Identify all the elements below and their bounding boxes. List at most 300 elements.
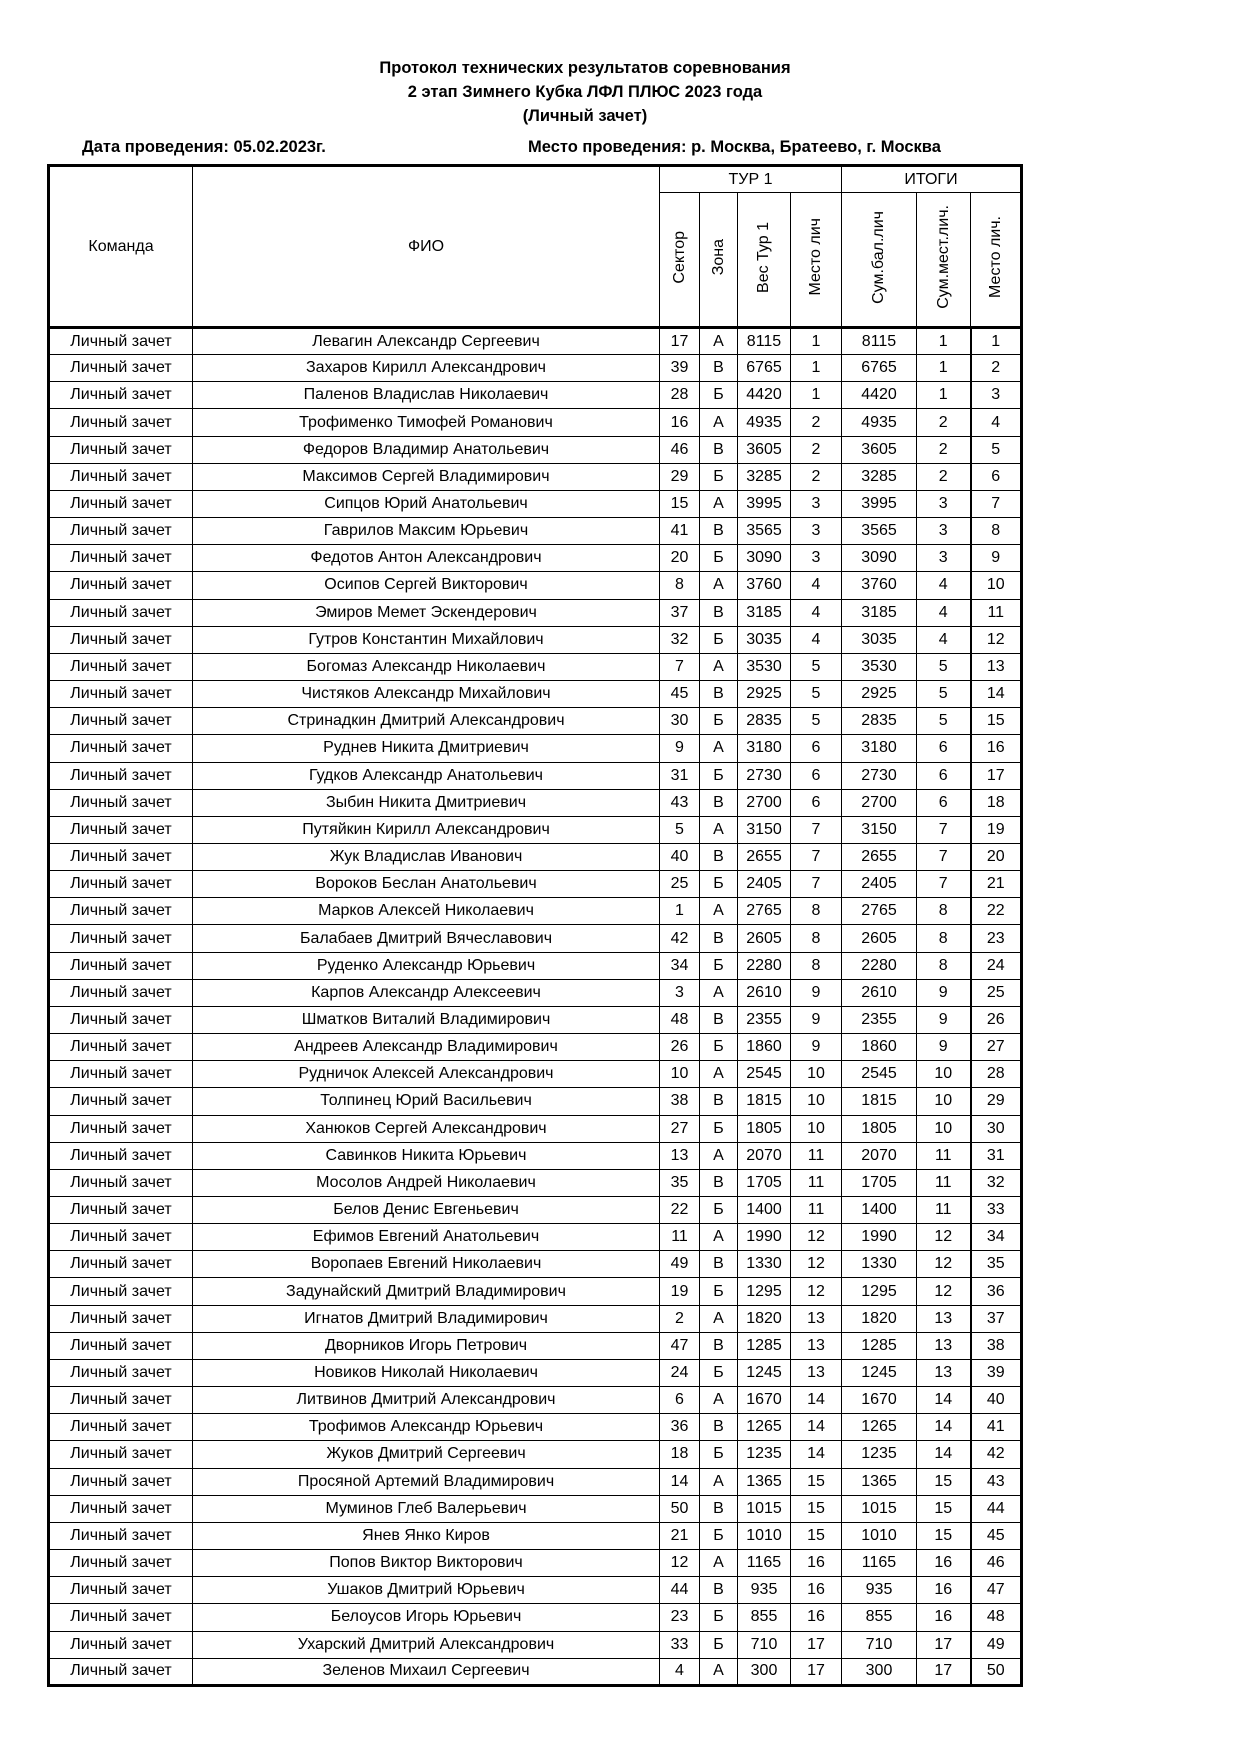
final-place-cell: 12 bbox=[971, 626, 1022, 653]
sum-points-cell: 1805 bbox=[842, 1115, 917, 1142]
fio-cell: Мосолов Андрей Николаевич bbox=[193, 1169, 660, 1196]
table-row bbox=[49, 1550, 1022, 1577]
place-personal-cell: 7 bbox=[791, 843, 842, 870]
team-cell: Личный зачет bbox=[49, 1414, 193, 1441]
sector-cell: 10 bbox=[660, 1061, 700, 1088]
sector-cell: 39 bbox=[660, 355, 700, 382]
sector-cell: 41 bbox=[660, 518, 700, 545]
weight-cell: 3530 bbox=[738, 653, 791, 680]
fio-cell: Шматков Виталий Владимирович bbox=[193, 1006, 660, 1033]
team-cell: Личный зачет bbox=[49, 1468, 193, 1495]
sum-places-cell: 3 bbox=[917, 490, 971, 517]
sum-places-cell: 13 bbox=[917, 1305, 971, 1332]
sum-points-cell: 1705 bbox=[842, 1169, 917, 1196]
fio-cell: Сипцов Юрий Анатольевич bbox=[193, 490, 660, 517]
team-cell: Личный зачет bbox=[49, 1278, 193, 1305]
place-personal-cell: 6 bbox=[791, 762, 842, 789]
table-row bbox=[49, 1006, 1022, 1033]
col-header-zone: Зона bbox=[700, 193, 738, 328]
sector-cell: 32 bbox=[660, 626, 700, 653]
sum-places-cell: 16 bbox=[917, 1550, 971, 1577]
sum-places-cell: 8 bbox=[917, 925, 971, 952]
zone-cell: Б bbox=[700, 463, 738, 490]
weight-cell: 1805 bbox=[738, 1115, 791, 1142]
sum-points-cell: 2355 bbox=[842, 1006, 917, 1033]
final-place-cell: 41 bbox=[971, 1414, 1022, 1441]
weight-cell: 2765 bbox=[738, 898, 791, 925]
zone-cell: В bbox=[700, 1332, 738, 1359]
table-row bbox=[49, 1251, 1022, 1278]
sum-places-cell: 4 bbox=[917, 599, 971, 626]
sector-cell: 36 bbox=[660, 1414, 700, 1441]
fio-cell: Трофименко Тимофей Романович bbox=[193, 409, 660, 436]
fio-cell: Рудничок Алексей Александрович bbox=[193, 1061, 660, 1088]
zone-cell: Б bbox=[700, 871, 738, 898]
zone-cell: А bbox=[700, 490, 738, 517]
team-cell: Личный зачет bbox=[49, 1034, 193, 1061]
zone-cell: В bbox=[700, 1006, 738, 1033]
zone-cell: В bbox=[700, 1414, 738, 1441]
zone-cell: А bbox=[700, 409, 738, 436]
place-personal-cell: 1 bbox=[791, 382, 842, 409]
sum-places-cell: 10 bbox=[917, 1061, 971, 1088]
fio-cell: Чистяков Александр Михайлович bbox=[193, 681, 660, 708]
sum-places-cell: 1 bbox=[917, 382, 971, 409]
team-cell: Личный зачет bbox=[49, 1115, 193, 1142]
col-header-fio: ФИО bbox=[193, 166, 660, 328]
place-personal-cell: 12 bbox=[791, 1278, 842, 1305]
sum-points-cell: 3760 bbox=[842, 572, 917, 599]
zone-cell: А bbox=[700, 1468, 738, 1495]
final-place-cell: 18 bbox=[971, 789, 1022, 816]
sum-points-cell: 1820 bbox=[842, 1305, 917, 1332]
sum-points-cell: 2765 bbox=[842, 898, 917, 925]
team-cell: Личный зачет bbox=[49, 1577, 193, 1604]
zone-cell: В bbox=[700, 1495, 738, 1522]
sector-cell: 23 bbox=[660, 1604, 700, 1631]
weight-cell: 1015 bbox=[738, 1495, 791, 1522]
weight-cell: 3760 bbox=[738, 572, 791, 599]
team-cell: Личный зачет bbox=[49, 355, 193, 382]
place-personal-cell: 15 bbox=[791, 1522, 842, 1549]
sum-points-cell: 3185 bbox=[842, 599, 917, 626]
table-row bbox=[49, 490, 1022, 517]
fio-cell: Белоусов Игорь Юрьевич bbox=[193, 1604, 660, 1631]
zone-cell: А bbox=[700, 1305, 738, 1332]
results-table bbox=[47, 164, 1023, 1687]
place-personal-cell: 2 bbox=[791, 409, 842, 436]
place-personal-cell: 8 bbox=[791, 952, 842, 979]
place-personal-cell: 8 bbox=[791, 925, 842, 952]
final-place-cell: 17 bbox=[971, 762, 1022, 789]
sum-points-cell: 1400 bbox=[842, 1197, 917, 1224]
final-place-cell: 32 bbox=[971, 1169, 1022, 1196]
table-row bbox=[49, 1142, 1022, 1169]
sum-places-cell: 11 bbox=[917, 1169, 971, 1196]
table-row bbox=[49, 1197, 1022, 1224]
sum-points-cell: 1330 bbox=[842, 1251, 917, 1278]
zone-cell: А bbox=[700, 898, 738, 925]
weight-cell: 8115 bbox=[738, 328, 791, 355]
weight-cell: 1010 bbox=[738, 1522, 791, 1549]
weight-cell: 1815 bbox=[738, 1088, 791, 1115]
final-place-cell: 26 bbox=[971, 1006, 1022, 1033]
final-place-cell: 48 bbox=[971, 1604, 1022, 1631]
team-cell: Личный зачет bbox=[49, 979, 193, 1006]
sum-points-cell: 2605 bbox=[842, 925, 917, 952]
table-row bbox=[49, 898, 1022, 925]
weight-cell: 6765 bbox=[738, 355, 791, 382]
final-place-cell: 40 bbox=[971, 1387, 1022, 1414]
fio-cell: Осипов Сергей Викторович bbox=[193, 572, 660, 599]
team-cell: Личный зачет bbox=[49, 1061, 193, 1088]
sum-points-cell: 1265 bbox=[842, 1414, 917, 1441]
sum-places-cell: 9 bbox=[917, 1006, 971, 1033]
table-row bbox=[49, 762, 1022, 789]
sector-cell: 30 bbox=[660, 708, 700, 735]
final-place-cell: 5 bbox=[971, 436, 1022, 463]
table-row bbox=[49, 518, 1022, 545]
sum-places-cell: 8 bbox=[917, 952, 971, 979]
sector-cell: 24 bbox=[660, 1359, 700, 1386]
sum-places-cell: 1 bbox=[917, 355, 971, 382]
document-title bbox=[0, 56, 1170, 128]
table-row bbox=[49, 382, 1022, 409]
fio-cell: Ушаков Дмитрий Юрьевич bbox=[193, 1577, 660, 1604]
sum-places-cell: 4 bbox=[917, 626, 971, 653]
place-personal-cell: 12 bbox=[791, 1251, 842, 1278]
sector-cell: 16 bbox=[660, 409, 700, 436]
final-place-cell: 25 bbox=[971, 979, 1022, 1006]
sum-points-cell: 710 bbox=[842, 1631, 917, 1658]
col-header-final-place: Место лич. bbox=[971, 193, 1022, 328]
zone-cell: Б bbox=[700, 545, 738, 572]
final-place-cell: 3 bbox=[971, 382, 1022, 409]
sum-places-cell: 16 bbox=[917, 1604, 971, 1631]
place-personal-cell: 14 bbox=[791, 1387, 842, 1414]
sector-cell: 35 bbox=[660, 1169, 700, 1196]
fio-cell: Стринадкин Дмитрий Александрович bbox=[193, 708, 660, 735]
fio-cell: Янев Янко Киров bbox=[193, 1522, 660, 1549]
fio-cell: Муминов Глеб Валерьевич bbox=[193, 1495, 660, 1522]
sum-points-cell: 1015 bbox=[842, 1495, 917, 1522]
sector-cell: 2 bbox=[660, 1305, 700, 1332]
event-place: Место проведения: р. Москва, Братеево, г. Москва bbox=[528, 138, 941, 156]
final-place-cell: 35 bbox=[971, 1251, 1022, 1278]
sum-places-cell: 5 bbox=[917, 708, 971, 735]
sum-points-cell: 4935 bbox=[842, 409, 917, 436]
fio-cell: Путяйкин Кирилл Александрович bbox=[193, 816, 660, 843]
sum-places-cell: 1 bbox=[917, 328, 971, 355]
fio-cell: Белов Денис Евгеньевич bbox=[193, 1197, 660, 1224]
place-personal-cell: 2 bbox=[791, 463, 842, 490]
zone-cell: В bbox=[700, 518, 738, 545]
fio-cell: Максимов Сергей Владимирович bbox=[193, 463, 660, 490]
table-row bbox=[49, 599, 1022, 626]
table-row bbox=[49, 572, 1022, 599]
sum-points-cell: 2070 bbox=[842, 1142, 917, 1169]
zone-cell: Б bbox=[700, 1359, 738, 1386]
zone-cell: Б bbox=[700, 1197, 738, 1224]
weight-cell: 4935 bbox=[738, 409, 791, 436]
final-place-cell: 7 bbox=[971, 490, 1022, 517]
table-row bbox=[49, 463, 1022, 490]
fio-cell: Ухарский Дмитрий Александрович bbox=[193, 1631, 660, 1658]
final-place-cell: 20 bbox=[971, 843, 1022, 870]
sum-points-cell: 2405 bbox=[842, 871, 917, 898]
sum-places-cell: 12 bbox=[917, 1224, 971, 1251]
team-cell: Личный зачет bbox=[49, 1006, 193, 1033]
final-place-cell: 1 bbox=[971, 328, 1022, 355]
fio-cell: Дворников Игорь Петрович bbox=[193, 1332, 660, 1359]
group-header-totals: ИТОГИ bbox=[842, 166, 1022, 193]
sum-places-cell: 11 bbox=[917, 1197, 971, 1224]
event-date: Дата проведения: 05.02.2023г. bbox=[82, 138, 326, 156]
sum-places-cell: 10 bbox=[917, 1088, 971, 1115]
fio-cell: Федоров Владимир Анатольевич bbox=[193, 436, 660, 463]
weight-cell: 3995 bbox=[738, 490, 791, 517]
zone-cell: А bbox=[700, 1387, 738, 1414]
sector-cell: 37 bbox=[660, 599, 700, 626]
place-personal-cell: 13 bbox=[791, 1332, 842, 1359]
sector-cell: 7 bbox=[660, 653, 700, 680]
sum-points-cell: 3995 bbox=[842, 490, 917, 517]
place-personal-cell: 4 bbox=[791, 626, 842, 653]
sum-places-cell: 16 bbox=[917, 1577, 971, 1604]
zone-cell: В bbox=[700, 1088, 738, 1115]
table-row bbox=[49, 1631, 1022, 1658]
sum-points-cell: 6765 bbox=[842, 355, 917, 382]
final-place-cell: 34 bbox=[971, 1224, 1022, 1251]
sum-places-cell: 14 bbox=[917, 1387, 971, 1414]
weight-cell: 1670 bbox=[738, 1387, 791, 1414]
sum-places-cell: 10 bbox=[917, 1115, 971, 1142]
fio-cell: Зеленов Михаил Сергеевич bbox=[193, 1658, 660, 1685]
weight-cell: 1705 bbox=[738, 1169, 791, 1196]
weight-cell: 1365 bbox=[738, 1468, 791, 1495]
team-cell: Личный зачет bbox=[49, 653, 193, 680]
place-personal-cell: 13 bbox=[791, 1359, 842, 1386]
final-place-cell: 23 bbox=[971, 925, 1022, 952]
place-personal-cell: 11 bbox=[791, 1197, 842, 1224]
place-personal-cell: 15 bbox=[791, 1495, 842, 1522]
team-cell: Личный зачет bbox=[49, 328, 193, 355]
final-place-cell: 16 bbox=[971, 735, 1022, 762]
zone-cell: Б bbox=[700, 708, 738, 735]
sector-cell: 44 bbox=[660, 1577, 700, 1604]
final-place-cell: 19 bbox=[971, 816, 1022, 843]
sum-places-cell: 17 bbox=[917, 1658, 971, 1685]
zone-cell: В bbox=[700, 681, 738, 708]
sum-points-cell: 2545 bbox=[842, 1061, 917, 1088]
weight-cell: 3285 bbox=[738, 463, 791, 490]
fio-cell: Ефимов Евгений Анатольевич bbox=[193, 1224, 660, 1251]
sum-points-cell: 4420 bbox=[842, 382, 917, 409]
sum-points-cell: 2835 bbox=[842, 708, 917, 735]
zone-cell: А bbox=[700, 1658, 738, 1685]
fio-cell: Воропаев Евгений Николаевич bbox=[193, 1251, 660, 1278]
place-personal-cell: 11 bbox=[791, 1169, 842, 1196]
final-place-cell: 43 bbox=[971, 1468, 1022, 1495]
team-cell: Личный зачет bbox=[49, 1495, 193, 1522]
table-row bbox=[49, 1224, 1022, 1251]
table-row bbox=[49, 1034, 1022, 1061]
zone-cell: В bbox=[700, 355, 738, 382]
fio-cell: Марков Алексей Николаевич bbox=[193, 898, 660, 925]
sum-places-cell: 2 bbox=[917, 409, 971, 436]
table-row bbox=[49, 1332, 1022, 1359]
col-header-team: Команда bbox=[49, 166, 193, 328]
table-row bbox=[49, 1387, 1022, 1414]
fio-cell: Просяной Артемий Владимирович bbox=[193, 1468, 660, 1495]
weight-cell: 2070 bbox=[738, 1142, 791, 1169]
table-row bbox=[49, 1169, 1022, 1196]
final-place-cell: 27 bbox=[971, 1034, 1022, 1061]
fio-cell: Жук Владислав Иванович bbox=[193, 843, 660, 870]
col-header-sum-places: Сум.мест.лич. bbox=[917, 193, 971, 328]
place-personal-cell: 10 bbox=[791, 1115, 842, 1142]
sum-points-cell: 1670 bbox=[842, 1387, 917, 1414]
sector-cell: 28 bbox=[660, 382, 700, 409]
weight-cell: 1820 bbox=[738, 1305, 791, 1332]
sector-cell: 13 bbox=[660, 1142, 700, 1169]
table-row bbox=[49, 871, 1022, 898]
sum-places-cell: 6 bbox=[917, 789, 971, 816]
header-group-row bbox=[49, 166, 1022, 193]
final-place-cell: 44 bbox=[971, 1495, 1022, 1522]
sum-points-cell: 1010 bbox=[842, 1522, 917, 1549]
weight-cell: 1400 bbox=[738, 1197, 791, 1224]
place-personal-cell: 17 bbox=[791, 1631, 842, 1658]
sector-cell: 48 bbox=[660, 1006, 700, 1033]
weight-cell: 3185 bbox=[738, 599, 791, 626]
weight-cell: 710 bbox=[738, 1631, 791, 1658]
weight-cell: 3035 bbox=[738, 626, 791, 653]
team-cell: Личный зачет bbox=[49, 1441, 193, 1468]
place-personal-cell: 6 bbox=[791, 735, 842, 762]
sum-places-cell: 4 bbox=[917, 572, 971, 599]
zone-cell: В bbox=[700, 843, 738, 870]
table-row bbox=[49, 328, 1022, 355]
team-cell: Личный зачет bbox=[49, 1387, 193, 1414]
weight-cell: 1860 bbox=[738, 1034, 791, 1061]
place-personal-cell: 10 bbox=[791, 1088, 842, 1115]
zone-cell: В bbox=[700, 1251, 738, 1278]
weight-cell: 2700 bbox=[738, 789, 791, 816]
sum-places-cell: 15 bbox=[917, 1522, 971, 1549]
sector-cell: 9 bbox=[660, 735, 700, 762]
place-personal-cell: 13 bbox=[791, 1305, 842, 1332]
team-cell: Личный зачет bbox=[49, 1169, 193, 1196]
sum-places-cell: 12 bbox=[917, 1278, 971, 1305]
fio-cell: Вороков Беслан Анатольевич bbox=[193, 871, 660, 898]
zone-cell: Б bbox=[700, 1278, 738, 1305]
place-personal-cell: 6 bbox=[791, 789, 842, 816]
sum-places-cell: 8 bbox=[917, 898, 971, 925]
team-cell: Личный зачет bbox=[49, 735, 193, 762]
col-header-weight: Вес Тур 1 bbox=[738, 193, 791, 328]
final-place-cell: 22 bbox=[971, 898, 1022, 925]
final-place-cell: 45 bbox=[971, 1522, 1022, 1549]
team-cell: Личный зачет bbox=[49, 626, 193, 653]
sum-places-cell: 7 bbox=[917, 871, 971, 898]
team-cell: Личный зачет bbox=[49, 789, 193, 816]
place-personal-cell: 7 bbox=[791, 871, 842, 898]
table-row bbox=[49, 436, 1022, 463]
final-place-cell: 39 bbox=[971, 1359, 1022, 1386]
table-row bbox=[49, 1305, 1022, 1332]
sum-points-cell: 3605 bbox=[842, 436, 917, 463]
sum-points-cell: 2700 bbox=[842, 789, 917, 816]
sector-cell: 26 bbox=[660, 1034, 700, 1061]
team-cell: Личный зачет bbox=[49, 518, 193, 545]
sum-places-cell: 6 bbox=[917, 762, 971, 789]
table-row bbox=[49, 355, 1022, 382]
place-personal-cell: 2 bbox=[791, 436, 842, 463]
team-cell: Личный зачет bbox=[49, 952, 193, 979]
fio-cell: Гутров Константин Михайлович bbox=[193, 626, 660, 653]
team-cell: Личный зачет bbox=[49, 1631, 193, 1658]
team-cell: Личный зачет bbox=[49, 1224, 193, 1251]
weight-cell: 4420 bbox=[738, 382, 791, 409]
table-row bbox=[49, 1522, 1022, 1549]
sum-points-cell: 1990 bbox=[842, 1224, 917, 1251]
col-header-sum-points: Сум.бал.лич bbox=[842, 193, 917, 328]
weight-cell: 1245 bbox=[738, 1359, 791, 1386]
sum-points-cell: 1860 bbox=[842, 1034, 917, 1061]
sum-places-cell: 11 bbox=[917, 1142, 971, 1169]
final-place-cell: 49 bbox=[971, 1631, 1022, 1658]
zone-cell: А bbox=[700, 979, 738, 1006]
team-cell: Личный зачет bbox=[49, 681, 193, 708]
place-personal-cell: 5 bbox=[791, 681, 842, 708]
team-cell: Личный зачет bbox=[49, 1359, 193, 1386]
place-personal-cell: 5 bbox=[791, 653, 842, 680]
weight-cell: 3605 bbox=[738, 436, 791, 463]
sum-places-cell: 5 bbox=[917, 681, 971, 708]
final-place-cell: 29 bbox=[971, 1088, 1022, 1115]
weight-cell: 2545 bbox=[738, 1061, 791, 1088]
table-row bbox=[49, 1604, 1022, 1631]
sum-points-cell: 1165 bbox=[842, 1550, 917, 1577]
weight-cell: 2925 bbox=[738, 681, 791, 708]
zone-cell: Б bbox=[700, 1522, 738, 1549]
zone-cell: А bbox=[700, 1061, 738, 1088]
sector-cell: 5 bbox=[660, 816, 700, 843]
sector-cell: 19 bbox=[660, 1278, 700, 1305]
zone-cell: А bbox=[700, 328, 738, 355]
sum-places-cell: 14 bbox=[917, 1414, 971, 1441]
place-personal-cell: 9 bbox=[791, 1006, 842, 1033]
sector-cell: 27 bbox=[660, 1115, 700, 1142]
zone-cell: Б bbox=[700, 1604, 738, 1631]
sector-cell: 33 bbox=[660, 1631, 700, 1658]
table-row bbox=[49, 1061, 1022, 1088]
place-personal-cell: 15 bbox=[791, 1468, 842, 1495]
weight-cell: 935 bbox=[738, 1577, 791, 1604]
sum-points-cell: 1295 bbox=[842, 1278, 917, 1305]
sector-cell: 22 bbox=[660, 1197, 700, 1224]
weight-cell: 2605 bbox=[738, 925, 791, 952]
place-personal-cell: 3 bbox=[791, 545, 842, 572]
place-personal-cell: 4 bbox=[791, 599, 842, 626]
final-place-cell: 30 bbox=[971, 1115, 1022, 1142]
team-cell: Личный зачет bbox=[49, 1522, 193, 1549]
final-place-cell: 11 bbox=[971, 599, 1022, 626]
place-personal-cell: 16 bbox=[791, 1550, 842, 1577]
sector-cell: 8 bbox=[660, 572, 700, 599]
fio-cell: Карпов Александр Алексеевич bbox=[193, 979, 660, 1006]
